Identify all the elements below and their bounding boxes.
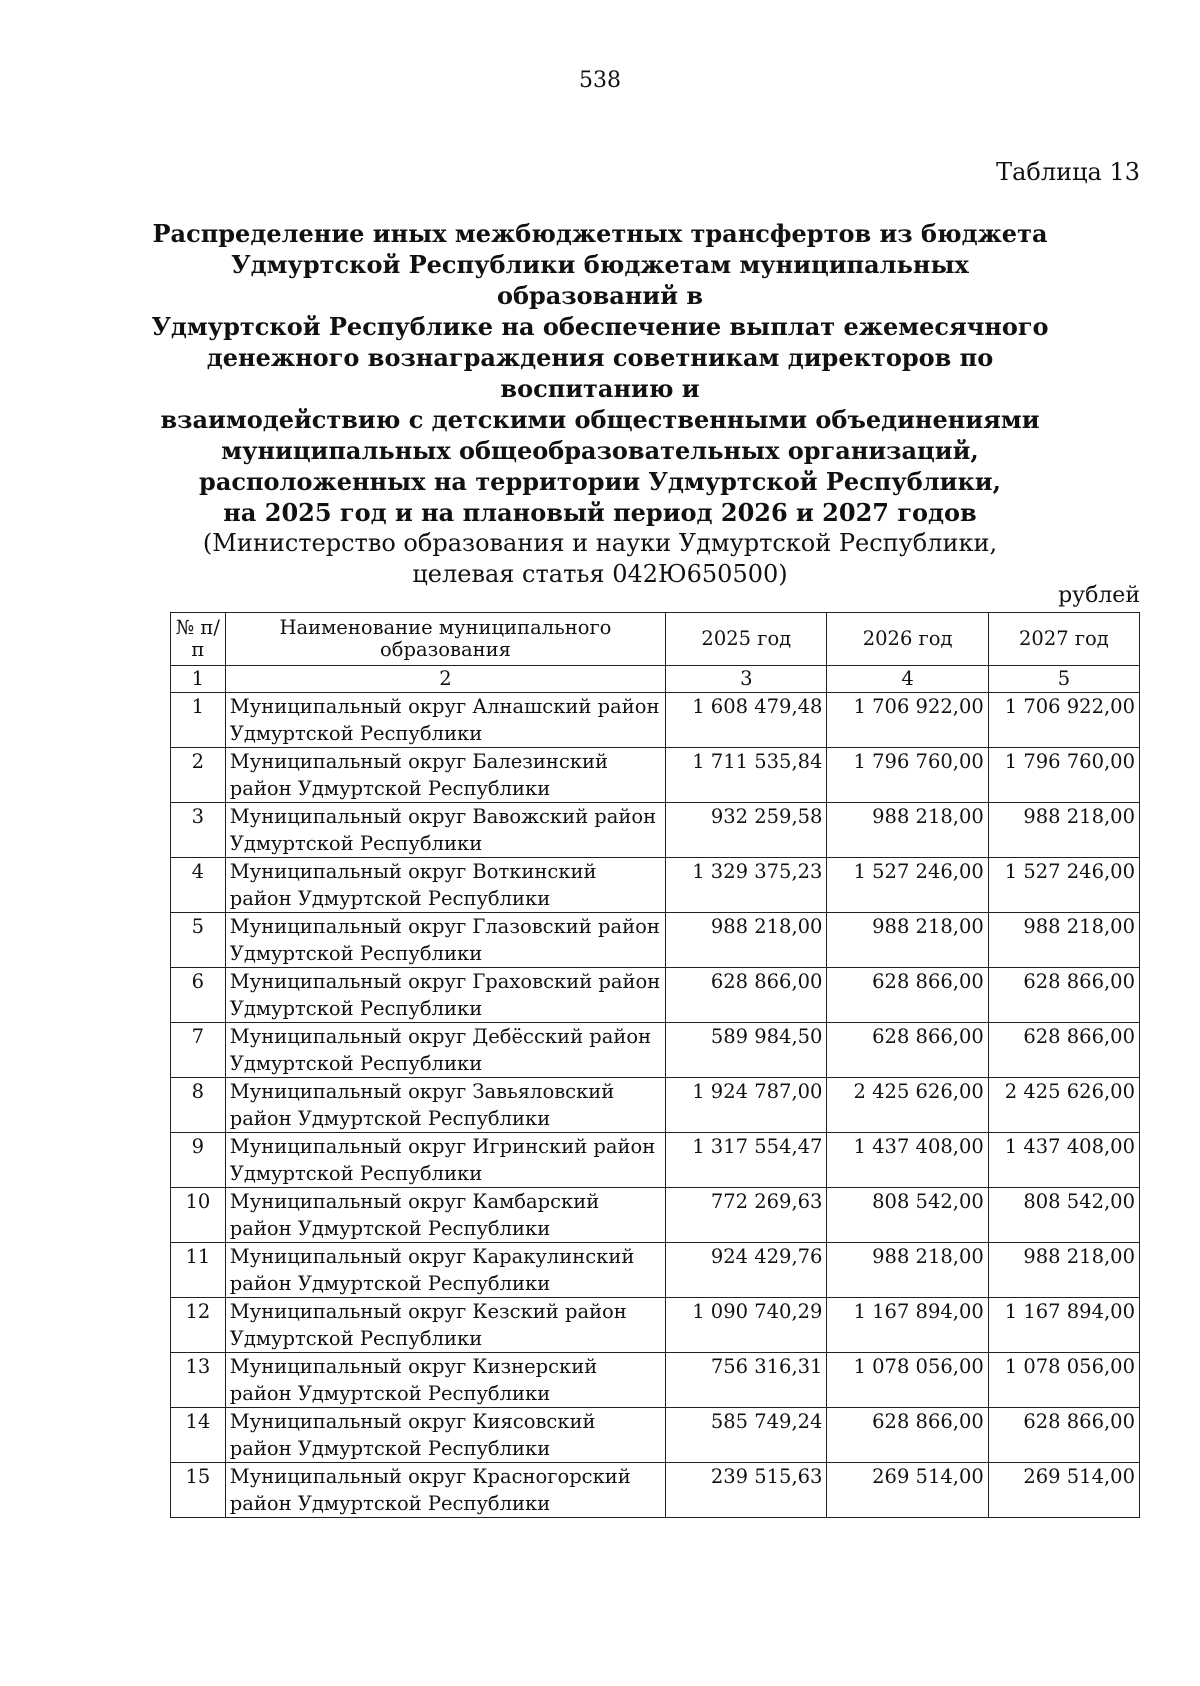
title-line: муниципальных общеобразовательных организаций, bbox=[221, 436, 979, 465]
municipality-name: Муниципальный округ Киясовский район Удмуртской Республики bbox=[225, 1408, 665, 1463]
title-line: расположенных на территории Удмуртской Республики, bbox=[199, 467, 1001, 496]
value-2025: 239 515,63 bbox=[666, 1463, 827, 1518]
row-number: 13 bbox=[171, 1353, 226, 1408]
title-line: денежного вознаграждения советникам директоров по воспитанию и bbox=[206, 343, 994, 403]
value-2027: 1 527 246,00 bbox=[988, 858, 1139, 913]
title-line: Удмуртской Республики бюджетам муниципальных образований в bbox=[231, 250, 969, 310]
column-number: 2 bbox=[225, 666, 665, 693]
value-2026: 1 437 408,00 bbox=[827, 1133, 988, 1188]
column-number: 4 bbox=[827, 666, 988, 693]
transfers-table bbox=[170, 612, 1140, 1518]
value-2027: 988 218,00 bbox=[988, 913, 1139, 968]
row-number: 4 bbox=[171, 858, 226, 913]
value-2026: 269 514,00 bbox=[827, 1463, 988, 1518]
value-2025: 1 924 787,00 bbox=[666, 1078, 827, 1133]
value-2025: 988 218,00 bbox=[666, 913, 827, 968]
header-2025: 2025 год bbox=[666, 613, 827, 666]
row-number: 7 bbox=[171, 1023, 226, 1078]
table-row bbox=[171, 1353, 1140, 1408]
value-2026: 1 706 922,00 bbox=[827, 693, 988, 748]
value-2025: 1 090 740,29 bbox=[666, 1298, 827, 1353]
header-2026: 2026 год bbox=[827, 613, 988, 666]
table-row bbox=[171, 748, 1140, 803]
value-2026: 988 218,00 bbox=[827, 803, 988, 858]
value-2027: 628 866,00 bbox=[988, 1023, 1139, 1078]
value-2027: 1 796 760,00 bbox=[988, 748, 1139, 803]
value-2027: 2 425 626,00 bbox=[988, 1078, 1139, 1133]
row-number: 10 bbox=[171, 1188, 226, 1243]
table-row bbox=[171, 693, 1140, 748]
title-line: Распределение иных межбюджетных трансфертов из бюджета bbox=[152, 219, 1048, 248]
value-2027: 1 437 408,00 bbox=[988, 1133, 1139, 1188]
table-caption: Таблица 13 bbox=[996, 158, 1140, 186]
value-2027: 1 706 922,00 bbox=[988, 693, 1139, 748]
value-2025: 1 608 479,48 bbox=[666, 693, 827, 748]
value-2025: 932 259,58 bbox=[666, 803, 827, 858]
title-line: на 2025 год и на плановый период 2026 и 2027 годов bbox=[223, 498, 977, 527]
municipality-name: Муниципальный округ Алнашский район Удмуртской Республики bbox=[225, 693, 665, 748]
units-label: рублей bbox=[1058, 583, 1140, 608]
title-line: Удмуртской Республике на обеспечение выплат ежемесячного bbox=[151, 312, 1049, 341]
row-number: 15 bbox=[171, 1463, 226, 1518]
value-2025: 756 316,31 bbox=[666, 1353, 827, 1408]
value-2026: 628 866,00 bbox=[827, 968, 988, 1023]
page-number: 538 bbox=[579, 68, 621, 93]
header-name: Наименование муниципального образования bbox=[225, 613, 665, 666]
municipality-name: Муниципальный округ Красногорский район Удмуртской Республики bbox=[225, 1463, 665, 1518]
row-number: 6 bbox=[171, 968, 226, 1023]
municipality-name: Муниципальный округ Вавожский район Удмуртской Республики bbox=[225, 803, 665, 858]
value-2025: 1 329 375,23 bbox=[666, 858, 827, 913]
table-row bbox=[171, 1463, 1140, 1518]
row-number: 8 bbox=[171, 1078, 226, 1133]
municipality-name: Муниципальный округ Кезский район Удмуртской Республики bbox=[225, 1298, 665, 1353]
value-2025: 924 429,76 bbox=[666, 1243, 827, 1298]
document-title bbox=[150, 218, 1050, 590]
value-2025: 1 317 554,47 bbox=[666, 1133, 827, 1188]
value-2027: 628 866,00 bbox=[988, 968, 1139, 1023]
municipality-name: Муниципальный округ Воткинский район Удмуртской Республики bbox=[225, 858, 665, 913]
table-row bbox=[171, 1133, 1140, 1188]
table-row bbox=[171, 1408, 1140, 1463]
value-2026: 1 527 246,00 bbox=[827, 858, 988, 913]
value-2025: 1 711 535,84 bbox=[666, 748, 827, 803]
municipality-name: Муниципальный округ Завьяловский район Удмуртской Республики bbox=[225, 1078, 665, 1133]
table-body bbox=[171, 693, 1140, 1518]
subtitle-line: (Министерство образования и науки Удмуртской Республики, bbox=[202, 529, 998, 557]
municipality-name: Муниципальный округ Дебёсский район Удмуртской Республики bbox=[225, 1023, 665, 1078]
table-row bbox=[171, 968, 1140, 1023]
row-number: 5 bbox=[171, 913, 226, 968]
title-line: взаимодействию с детскими общественными объединениями bbox=[160, 405, 1040, 434]
value-2027: 1 167 894,00 bbox=[988, 1298, 1139, 1353]
municipality-name: Муниципальный округ Каракулинский район Удмуртской Республики bbox=[225, 1243, 665, 1298]
municipality-name: Муниципальный округ Игринский район Удмуртской Республики bbox=[225, 1133, 665, 1188]
value-2027: 269 514,00 bbox=[988, 1463, 1139, 1518]
table-row bbox=[171, 913, 1140, 968]
table-row bbox=[171, 1298, 1140, 1353]
value-2026: 1 796 760,00 bbox=[827, 748, 988, 803]
value-2025: 589 984,50 bbox=[666, 1023, 827, 1078]
table-header-row bbox=[171, 613, 1140, 666]
municipality-name: Муниципальный округ Кизнерский район Удмуртской Республики bbox=[225, 1353, 665, 1408]
municipality-name: Муниципальный округ Глазовский район Удмуртской Республики bbox=[225, 913, 665, 968]
column-number: 5 bbox=[988, 666, 1139, 693]
row-number: 11 bbox=[171, 1243, 226, 1298]
value-2026: 628 866,00 bbox=[827, 1408, 988, 1463]
row-number: 14 bbox=[171, 1408, 226, 1463]
municipality-name: Муниципальный округ Камбарский район Удмуртской Республики bbox=[225, 1188, 665, 1243]
header-2027: 2027 год bbox=[988, 613, 1139, 666]
row-number: 1 bbox=[171, 693, 226, 748]
column-number: 1 bbox=[171, 666, 226, 693]
value-2026: 808 542,00 bbox=[827, 1188, 988, 1243]
value-2026: 988 218,00 bbox=[827, 1243, 988, 1298]
value-2027: 988 218,00 bbox=[988, 1243, 1139, 1298]
value-2025: 628 866,00 bbox=[666, 968, 827, 1023]
table-row bbox=[171, 1243, 1140, 1298]
value-2026: 1 167 894,00 bbox=[827, 1298, 988, 1353]
table-row bbox=[171, 1023, 1140, 1078]
municipality-name: Муниципальный округ Балезинский район Удмуртской Республики bbox=[225, 748, 665, 803]
value-2027: 808 542,00 bbox=[988, 1188, 1139, 1243]
municipality-name: Муниципальный округ Граховский район Удмуртской Республики bbox=[225, 968, 665, 1023]
table-row bbox=[171, 1188, 1140, 1243]
row-number: 12 bbox=[171, 1298, 226, 1353]
subtitle-line: целевая статья 042Ю650500) bbox=[412, 560, 788, 588]
table-row bbox=[171, 803, 1140, 858]
value-2025: 585 749,24 bbox=[666, 1408, 827, 1463]
row-number: 9 bbox=[171, 1133, 226, 1188]
row-number: 3 bbox=[171, 803, 226, 858]
value-2026: 2 425 626,00 bbox=[827, 1078, 988, 1133]
value-2026: 628 866,00 bbox=[827, 1023, 988, 1078]
header-number: № п/п bbox=[171, 613, 226, 666]
column-number-row bbox=[171, 666, 1140, 693]
value-2027: 628 866,00 bbox=[988, 1408, 1139, 1463]
column-number: 3 bbox=[666, 666, 827, 693]
value-2027: 988 218,00 bbox=[988, 803, 1139, 858]
row-number: 2 bbox=[171, 748, 226, 803]
table-row bbox=[171, 1078, 1140, 1133]
table-row bbox=[171, 858, 1140, 913]
value-2026: 988 218,00 bbox=[827, 913, 988, 968]
value-2027: 1 078 056,00 bbox=[988, 1353, 1139, 1408]
value-2025: 772 269,63 bbox=[666, 1188, 827, 1243]
value-2026: 1 078 056,00 bbox=[827, 1353, 988, 1408]
